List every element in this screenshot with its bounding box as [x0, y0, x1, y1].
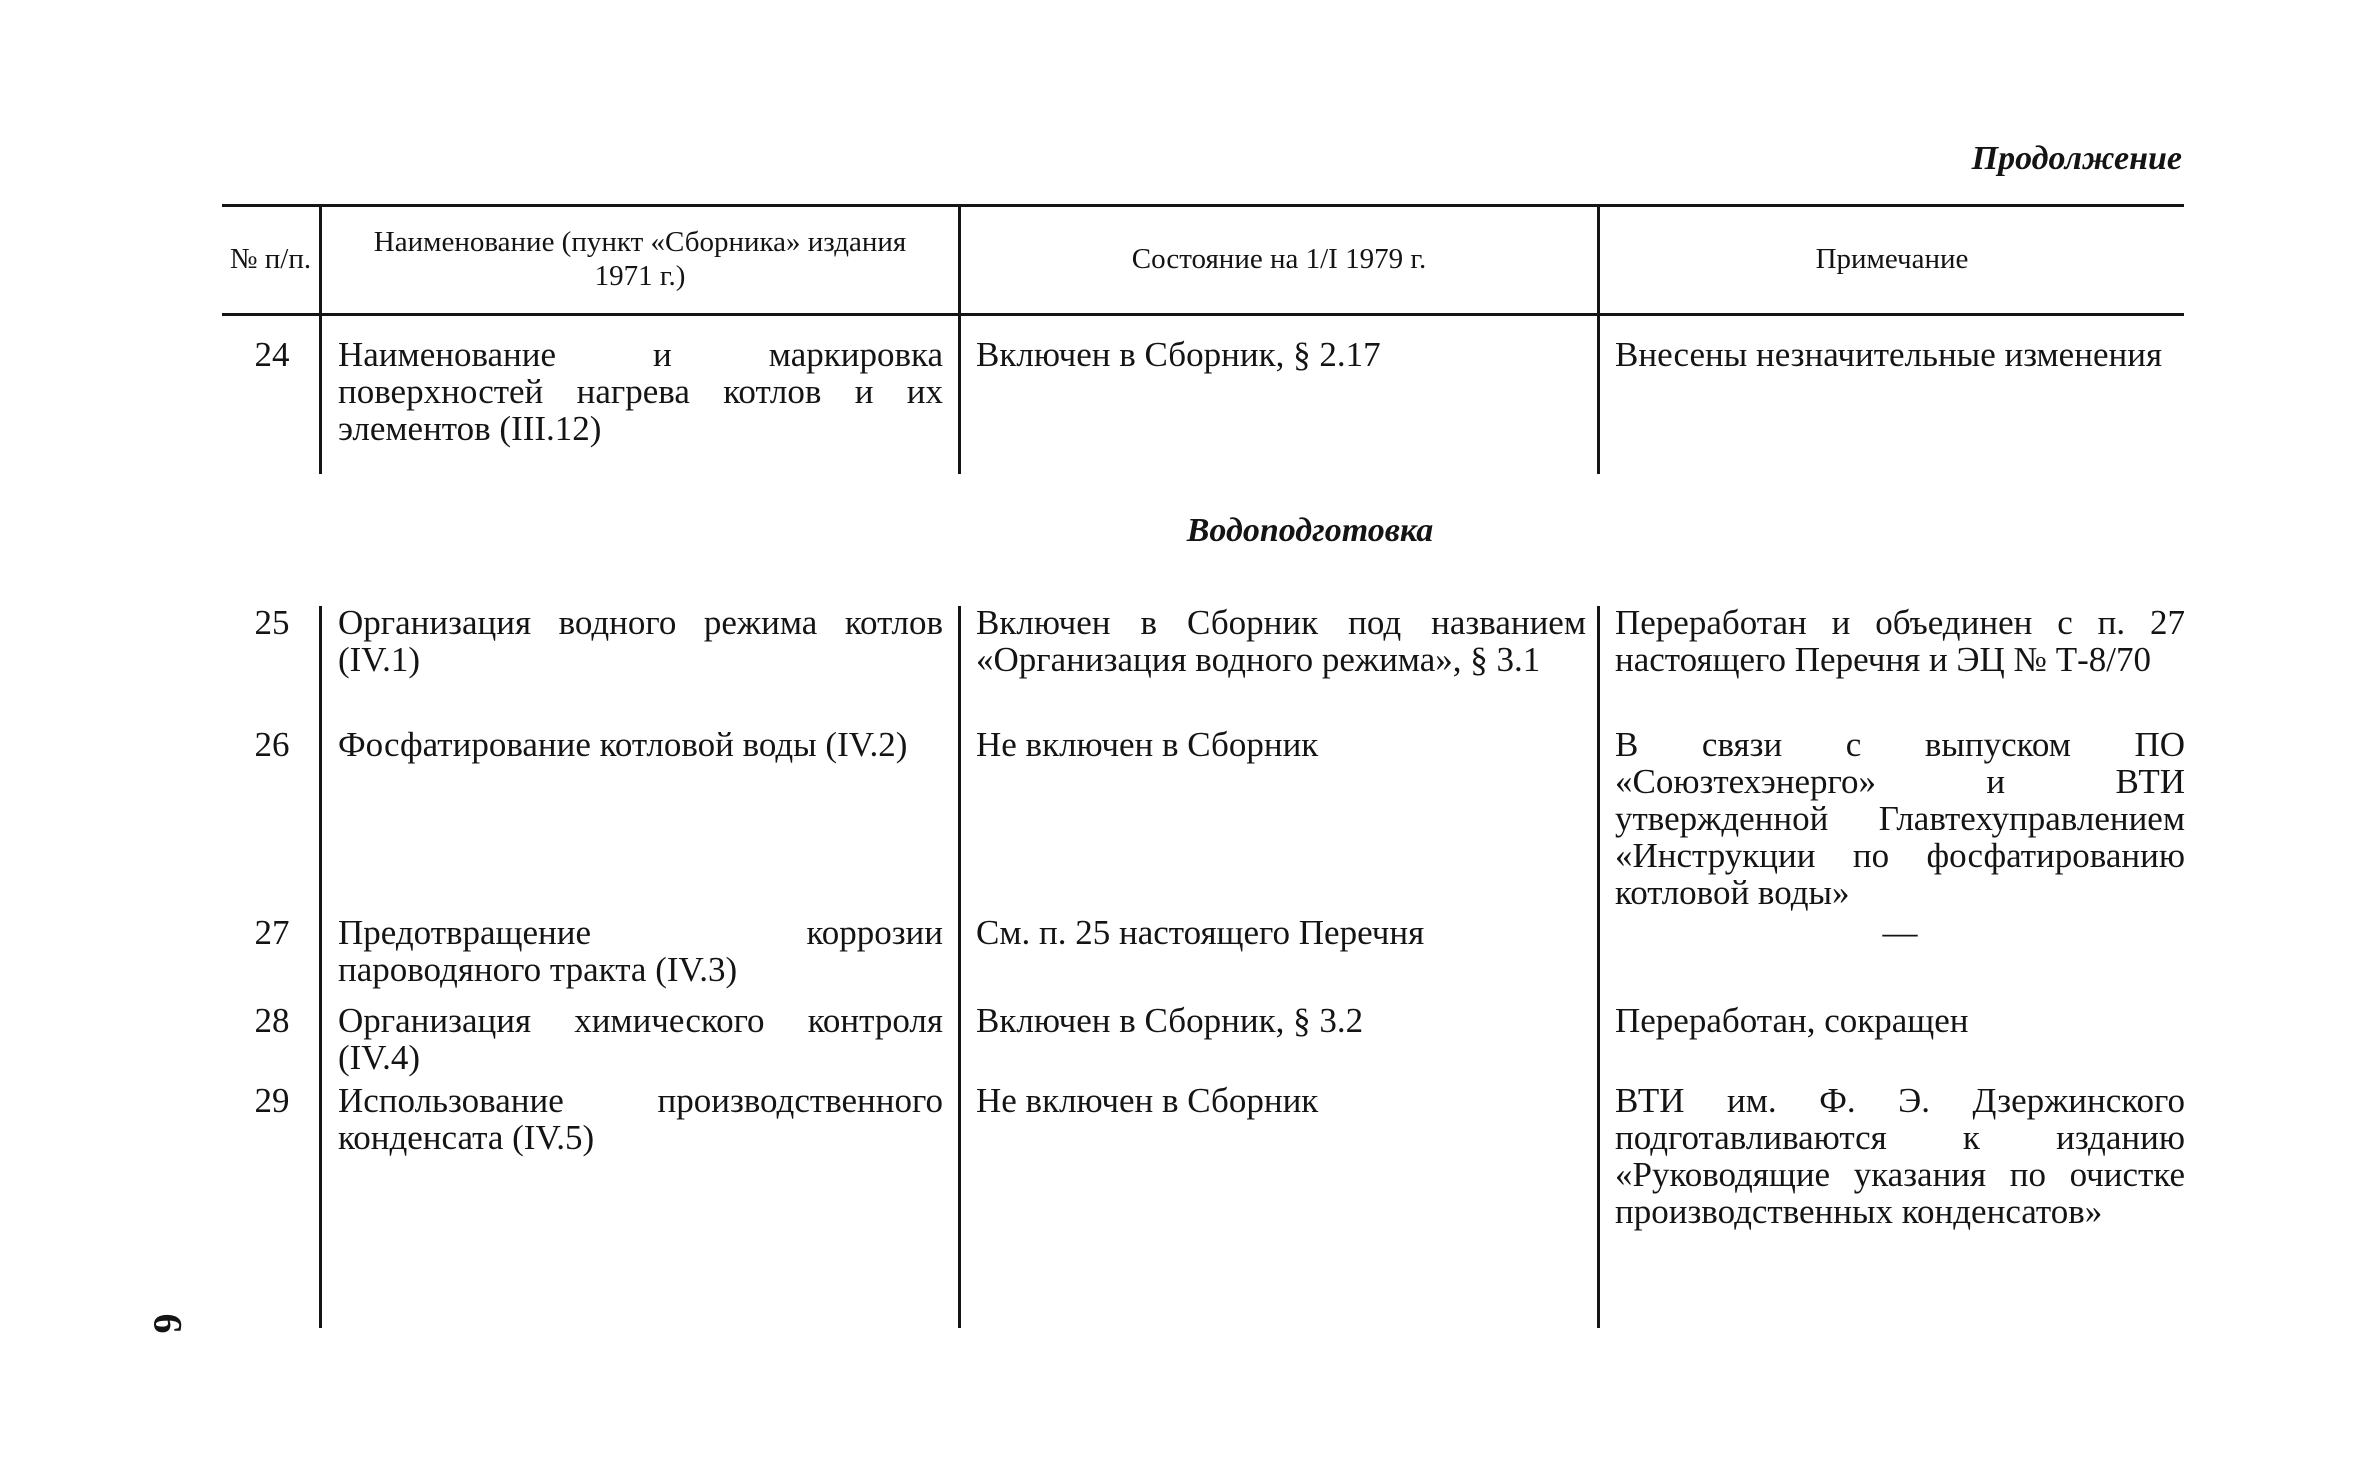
- column-divider-1-lower: [319, 606, 322, 1328]
- row-num: 29: [254, 1081, 290, 1120]
- row-num: 28: [254, 1001, 290, 1040]
- header-bottom-rule: [222, 313, 2184, 316]
- row-note: В связи с выпуском ПО «Союзтехэнерго» и ВТИ утвержденной Главтехуправлением «Инструкции по фосфатированию котловой воды»: [1615, 725, 2185, 912]
- row-name: Организация химического контроля (IV.4): [338, 1001, 943, 1077]
- row-name: Организация водного режима котлов (IV.1): [338, 603, 943, 679]
- row-note: Переработан, сокращен: [1615, 1001, 1969, 1040]
- row-status: Включен в Сборник под названием «Организация водного режима», § 3.1: [976, 603, 1586, 679]
- row-name: Наименование и маркировка поверхностей нагрева котлов и их элементов (III.12): [338, 335, 943, 448]
- row-status: Включен в Сборник, § 2.17: [976, 335, 1381, 374]
- section-title: Водоподготовка: [1186, 512, 1434, 549]
- header-name: Наименование (пункт «Сборника» издания 1971 г.): [373, 226, 907, 292]
- row-num: 27: [254, 913, 290, 952]
- row-name: Использование производственного конденсата (IV.5): [338, 1081, 943, 1157]
- header-note: Примечание: [1815, 243, 1969, 275]
- row-status: Не включен в Сборник: [976, 725, 1319, 764]
- row-name: Предотвращение коррозии пароводяного тракта (IV.3): [338, 913, 943, 989]
- row-num: 26: [254, 725, 290, 764]
- column-divider-3-lower: [1597, 606, 1600, 1328]
- row-note: Переработан и объединен с п. 27 настоящего Перечня и ЭЦ № Т-8/70: [1615, 603, 2185, 679]
- header-status: Состояние на 1/I 1979 г.: [1131, 243, 1427, 275]
- row-status: Не включен в Сборник: [976, 1081, 1319, 1120]
- row-num: 25: [254, 603, 290, 642]
- page-number: 6: [145, 1313, 191, 1334]
- continuation-label: Продолжение: [1971, 140, 2182, 177]
- row-name: Фосфатирование котловой воды (IV.2): [338, 725, 908, 764]
- row-status: См. п. 25 настоящего Перечня: [976, 913, 1425, 952]
- row-note: —: [1882, 913, 1918, 952]
- header-num: № п/п.: [229, 243, 312, 275]
- column-divider-2-lower: [958, 606, 961, 1328]
- row-note: ВТИ им. Ф. Э. Дзержинского подготавливаются к изданию «Руководящие указания по очистке производственных конденсатов»: [1615, 1081, 2185, 1231]
- row-num: 24: [254, 335, 290, 374]
- row-status: Включен в Сборник, § 3.2: [976, 1001, 1364, 1040]
- row-note: Внесены незначительные изменения: [1615, 335, 2163, 374]
